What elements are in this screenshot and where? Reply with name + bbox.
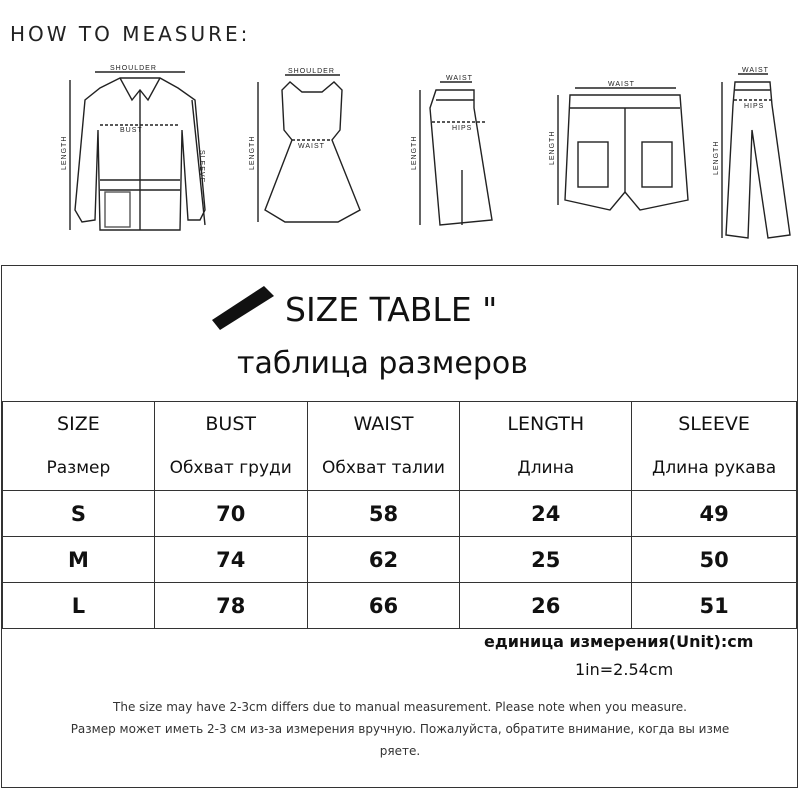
header-length-ru: Длина — [460, 446, 632, 491]
dress-waist-label: WAIST — [298, 143, 325, 150]
header-sleeve-ru: Длина рукава — [632, 446, 797, 491]
table-cell: 74 — [154, 537, 307, 583]
table-cell: 50 — [632, 537, 797, 583]
header-bust-ru: Обхват груди — [154, 446, 307, 491]
dress-length-label: LENGTH — [249, 135, 256, 170]
pants-illustration — [722, 74, 790, 238]
table-cell: 66 — [307, 583, 460, 629]
shorts-length-label: LENGTH — [549, 130, 556, 165]
garment-illustrations — [0, 60, 800, 250]
table-cell: M — [3, 537, 155, 583]
skirt-waist-label: WAIST — [446, 75, 473, 82]
skirt-length-label: LENGTH — [411, 135, 418, 170]
table-cell: 26 — [460, 583, 632, 629]
header-sleeve: SLEEVE — [632, 402, 797, 447]
measurement-note-ru-cont: ряете. — [379, 744, 421, 758]
table-header-row-ru — [3, 446, 797, 491]
table-cell: 49 — [632, 491, 797, 537]
jacket-sleeve-label: SLEEVE — [198, 150, 205, 184]
measurement-note-ru: Размер может иметь 2-3 см из-за измерения вручную. Пожалуйста, обратите внимание, когда вы изме — [70, 722, 730, 736]
shorts-illustration — [558, 88, 688, 210]
table-cell: 51 — [632, 583, 797, 629]
header-waist-ru: Обхват талии — [307, 446, 460, 491]
size-table — [2, 401, 797, 629]
jacket-illustration — [70, 72, 205, 230]
jacket-length-label: LENGTH — [61, 135, 68, 170]
table-row — [3, 537, 797, 583]
table-header-row — [3, 402, 797, 447]
shorts-waist-label: WAIST — [608, 81, 635, 88]
table-cell: 58 — [307, 491, 460, 537]
table-cell: S — [3, 491, 155, 537]
slash-decoration-icon — [212, 284, 282, 334]
table-cell: 24 — [460, 491, 632, 537]
table-cell: 70 — [154, 491, 307, 537]
pants-waist-label: WAIST — [742, 67, 769, 74]
size-table-title-ru: таблица размеров — [237, 346, 528, 381]
jacket-bust-label: BUST — [120, 127, 143, 134]
jacket-shoulder-label: SHOULDER — [110, 65, 157, 72]
pants-hips-label: HIPS — [744, 103, 765, 110]
header-waist: WAIST — [307, 402, 460, 447]
dress-shoulder-label: SHOULDER — [288, 68, 335, 75]
measurement-note-en: The size may have 2-3cm differs due to manual measurement. Please note when you measure. — [113, 700, 687, 714]
size-table-title: SIZE TABLE " — [285, 290, 498, 329]
header-size: SIZE — [3, 402, 155, 447]
table-cell: L — [3, 583, 155, 629]
header-length: LENGTH — [460, 402, 632, 447]
inch-conversion-label: 1in=2.54cm — [575, 660, 674, 679]
pants-length-label: LENGTH — [713, 140, 720, 175]
how-to-measure-heading: HOW TO MEASURE: — [10, 22, 251, 46]
table-cell: 25 — [460, 537, 632, 583]
table-row — [3, 491, 797, 537]
table-row — [3, 583, 797, 629]
header-bust: BUST — [154, 402, 307, 447]
skirt-hips-label: HIPS — [452, 125, 473, 132]
table-cell: 62 — [307, 537, 460, 583]
header-size-ru: Размер — [3, 446, 155, 491]
table-cell: 78 — [154, 583, 307, 629]
size-table-title-area — [2, 266, 797, 402]
skirt-illustration — [420, 82, 492, 225]
unit-label: единица измерения(Unit):cm — [484, 632, 754, 651]
